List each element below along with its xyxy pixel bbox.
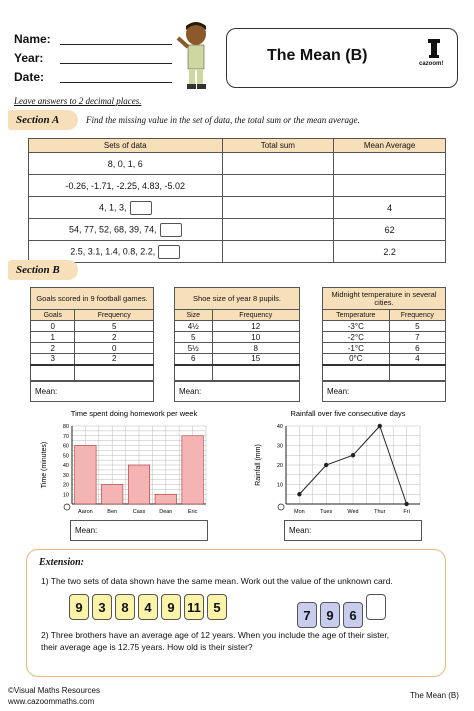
homework-bar-chart: [36, 406, 216, 518]
yellow-card-set: [69, 594, 230, 620]
question-2-line-1: 2) Three brothers have an average age of 12 years. When you include the age of their sister,: [41, 630, 390, 640]
data-point: [297, 492, 301, 496]
mean-cell[interactable]: [334, 153, 446, 175]
date-label: Date:: [14, 70, 45, 84]
x-tick-label: Mon: [294, 509, 305, 515]
number-card: 11: [184, 594, 204, 620]
blue-card-set: [297, 594, 389, 628]
table-row: 3 2: [31, 354, 154, 365]
y-tick-label: 70: [62, 433, 69, 440]
data-point: [351, 453, 355, 457]
table-row: 1 2: [31, 332, 154, 343]
number-card: 9: [161, 594, 181, 620]
footer-copyright: ©Visual Maths Resources: [8, 686, 101, 695]
section-a-tab: Section A: [8, 110, 78, 130]
section-a-table: [28, 138, 446, 263]
col-header: Mean Average: [334, 139, 446, 153]
bar: [155, 494, 176, 504]
extension-box: [26, 549, 446, 677]
name-line[interactable]: [60, 44, 172, 45]
col-header: Total sum: [222, 139, 334, 153]
y-tick-label: 40: [276, 424, 283, 430]
section-b-tab: Section B: [8, 260, 78, 280]
x-tick-label: Fri: [403, 509, 410, 515]
table-row: 0°C 4: [323, 354, 446, 365]
y-tick-label: 20: [276, 463, 283, 469]
x-tick-label: Thur: [374, 509, 386, 515]
table-row: 5 10: [175, 332, 300, 343]
table-row: 2.5, 3.1, 1.4, 0.8, 2.2, 2.2: [29, 241, 446, 263]
table-row: -0.26, -1.71, -2.25, 4.83, -5.02: [29, 175, 446, 197]
boy-mascot-icon: [176, 20, 218, 92]
bar: [75, 446, 96, 505]
y-tick-label: 50: [62, 453, 69, 460]
unknown-card[interactable]: [366, 594, 386, 620]
table-row: 4, 1, 3, 4: [29, 197, 446, 219]
y-axis-label: Rainfall (mm): [255, 444, 262, 486]
y-tick-label: 30: [276, 443, 283, 450]
table-row: 5½ 8: [175, 343, 300, 354]
y-tick-label: 40: [62, 463, 69, 469]
y-tick-label: 60: [62, 443, 69, 450]
col-header: Sets of data: [29, 139, 223, 153]
missing-value-box[interactable]: [160, 223, 182, 237]
table-row: 8, 0, 1, 6: [29, 153, 446, 175]
mean-box-chart-1[interactable]: Mean:: [70, 520, 208, 541]
chart-title: Rainfall over five consecutive days: [290, 409, 406, 418]
frequency-table-3: Midnight temperature in several cities. Temperature Frequency -3°C 5 -2°C 7 -1°C 6 0°C 4: [322, 287, 446, 381]
mean-box-3[interactable]: Mean:: [322, 381, 446, 402]
total-cell[interactable]: [222, 153, 334, 175]
x-tick-label: Ben: [107, 509, 118, 515]
table-title: Midnight temperature in several cities.: [323, 288, 446, 310]
y-tick-label: 20: [62, 482, 69, 489]
mean-cell[interactable]: 4: [334, 197, 446, 219]
number-card: 9: [320, 602, 340, 628]
table-row: -3°C 5: [323, 321, 446, 332]
y-tick-label: 10: [276, 482, 283, 489]
x-tick-label: Eric: [187, 509, 198, 515]
page-title: The Mean (B): [267, 47, 368, 64]
section-a-prompt: Find the missing value in the set of data, the total sum or the mean average.: [86, 115, 360, 125]
table-row: 6 15: [175, 354, 300, 365]
total-cell[interactable]: [222, 197, 334, 219]
x-tick-label: Dean: [159, 509, 173, 515]
table-title: Goals scored in 9 football games.: [31, 288, 154, 310]
table-title: Shoe size of year 8 pupils.: [175, 288, 300, 310]
extension-title: Extension:: [39, 557, 85, 568]
number-card: 6: [343, 602, 363, 628]
frequency-table-1: Goals scored in 9 football games. Goals Frequency 0 5 1 2 2 0 3 2: [30, 287, 154, 381]
table-row: -1°C 6: [323, 343, 446, 354]
x-tick-label: Wed: [347, 509, 359, 515]
date-line[interactable]: [60, 82, 172, 83]
mean-cell[interactable]: [334, 175, 446, 197]
mean-box-2[interactable]: Mean:: [174, 381, 300, 402]
instruction: Leave answers to 2 decimal places.: [14, 96, 142, 106]
frequency-table-2: Shoe size of year 8 pupils. Size Frequency 4½ 12 5 10 5½ 8 6 15: [174, 287, 300, 381]
mean-cell[interactable]: 62: [334, 219, 446, 241]
logo-text: cazoom!: [419, 61, 444, 67]
data-point: [404, 502, 408, 506]
footer-url[interactable]: www.cazoommaths.com: [8, 697, 95, 706]
table-row: 0 5: [31, 321, 154, 332]
number-card: 7: [297, 602, 317, 628]
year-label: Year:: [14, 51, 44, 65]
question-2-line-2: their average age is 12.75 years. How old is their sister?: [41, 642, 253, 652]
mean-box-1[interactable]: Mean:: [30, 381, 154, 402]
mean-box-chart-2[interactable]: Mean:: [284, 520, 422, 541]
name-label: Name:: [14, 32, 51, 46]
chart-title: Time spent doing homework per week: [70, 409, 198, 418]
table-row: 54, 77, 52, 68, 39, 74, 62: [29, 219, 446, 241]
data-point: [378, 424, 382, 428]
total-cell[interactable]: [222, 219, 334, 241]
y-axis-label: Time (minutes): [41, 441, 48, 489]
origin-mark: [278, 504, 284, 510]
number-card: 5: [207, 594, 227, 620]
number-card: 3: [92, 594, 112, 620]
number-card: 9: [69, 594, 89, 620]
bar: [128, 465, 149, 504]
x-tick-label: Tues: [320, 509, 333, 515]
y-tick-label: 30: [62, 472, 69, 479]
y-tick-label: 80: [62, 424, 69, 430]
number-card: 4: [138, 594, 158, 620]
footer-title: The Mean (B): [410, 691, 459, 700]
total-cell[interactable]: [222, 175, 334, 197]
cazoom-logo-icon: [427, 39, 441, 59]
rainfall-line-chart: [250, 406, 430, 518]
bar: [182, 436, 203, 504]
origin-mark: [64, 504, 70, 510]
missing-value-box[interactable]: [130, 201, 152, 215]
year-line[interactable]: [60, 63, 172, 64]
table-row: 4½ 12: [175, 321, 300, 332]
x-tick-label: Cass: [132, 509, 146, 515]
number-card: 8: [115, 594, 135, 620]
y-tick-label: 10: [62, 492, 69, 499]
table-row: 2 0: [31, 343, 154, 354]
total-cell[interactable]: [222, 241, 334, 263]
table-row: -2°C 7: [323, 332, 446, 343]
title-box: [226, 28, 458, 88]
question-1: 1) The two sets of data shown have the same mean. Work out the value of the unknown card.: [41, 576, 393, 586]
mean-cell[interactable]: 2.2: [334, 241, 446, 263]
bar: [101, 485, 122, 505]
x-tick-label: Aaron: [78, 509, 93, 515]
missing-value-box[interactable]: [158, 245, 180, 259]
data-point: [324, 463, 328, 467]
